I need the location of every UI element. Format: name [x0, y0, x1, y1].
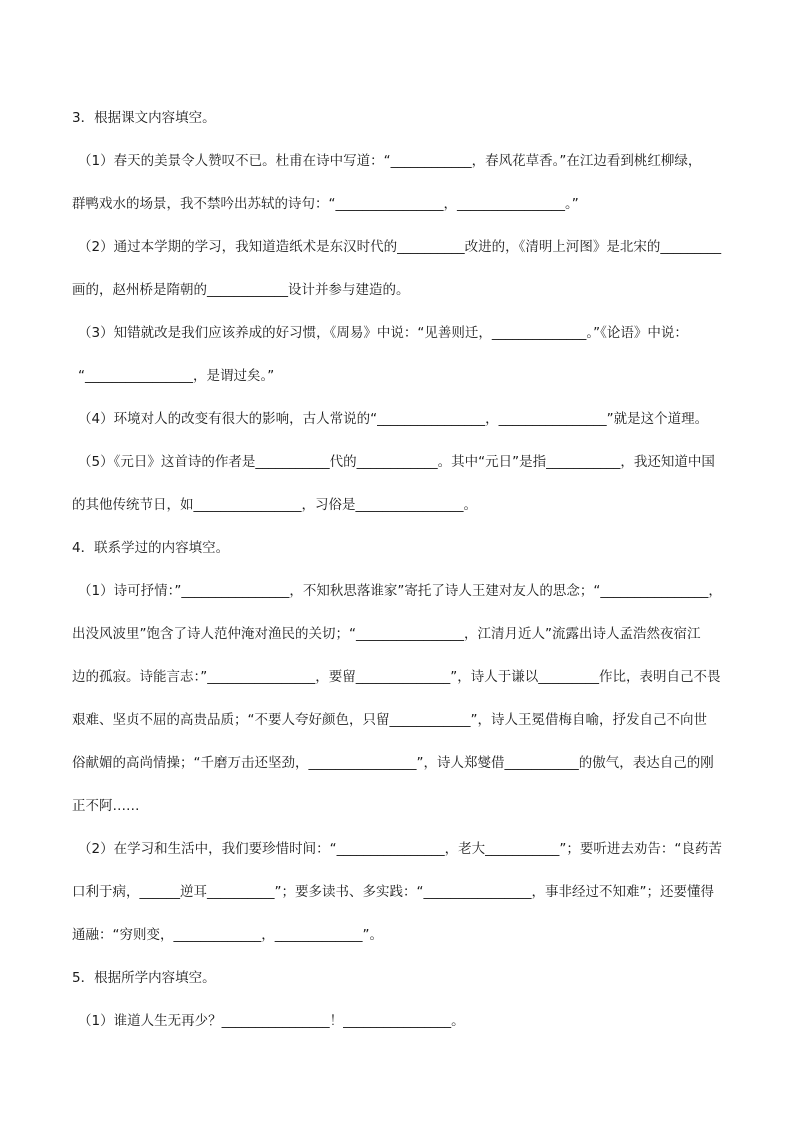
question-4-heading: 4．联系学过的内容填空。 [72, 540, 230, 556]
q4-item2-line3: 通融：“穷则变，_____________，_____________”。 [72, 927, 383, 943]
question-5-heading: 5．根据所学内容填空。 [72, 970, 216, 986]
q3-item5-line2: 的其他传统节日，如________________，习俗是________________。 [72, 497, 477, 513]
q4-item1-line2: 出没风波里”饱含了诗人范仲淹对渔民的关切；“________________，江清月近人”流露出诗人孟浩然夜宿江 [72, 626, 701, 642]
q4-item1-line6: 正不阿…… [72, 798, 140, 814]
q4-item2-line1: （2）在学习和生活中，我们要珍惜时间：“________________，老大___________”；要听进去劝告：“良药苦 [78, 841, 722, 857]
q4-item1-line1: （1）诗可抒情：”________________，不知秋思落谁家”寄托了诗人王建对友人的思念；“________________， [78, 583, 722, 599]
q3-item3-line1: （3）知错就改是我们应该养成的好习惯，《周易》中说：“见善则迁，______________。”《论语》中说： [78, 325, 688, 341]
q4-item1-line5: 俗献媚的高尚情操；“千磨万击还坚劲，________________”，诗人郑燮借___________的傲气，表达自己的刚 [72, 755, 714, 771]
q3-item1-line2: 群鸭戏水的场景，我不禁吟出苏轼的诗句：“________________，________________。” [72, 196, 579, 212]
question-3-heading: 3．根据课文内容填空。 [72, 110, 216, 126]
q3-item2-line2: 画的，赵州桥是隋朝的____________设计并参与建造的。 [72, 282, 410, 298]
q4-item1-line4: 艰难、坚贞不屈的高贵品质；“不要人夸好颜色，只留____________”，诗人王冕借梅自喻，抒发自己不向世 [72, 712, 707, 728]
q3-item2-line1: （2）通过本学期的学习，我知道造纸术是东汉时代的__________改进的，《清明上河图》是北宋的_________ [78, 239, 722, 255]
q3-item3-line2: “________________，是谓过矣。” [78, 368, 275, 384]
q3-item1-line1: （1）春天的美景令人赞叹不已。杜甫在诗中写道：“____________，春风花草香。”在江边看到桃红柳绿， [78, 153, 702, 169]
q4-item1-line3: 边的孤寂。诗能言志：”________________，要留______________”，诗人于谦以_________作比，表明自己不畏 [72, 669, 721, 685]
q3-item5-line1: （5）《元日》这首诗的作者是___________代的____________。其中“元日”是指___________，我还知道中国 [78, 454, 715, 470]
q3-item4-line1: （4）环境对人的改变有很大的影响，古人常说的“________________，________________”就是这个道理。 [78, 411, 709, 427]
q4-item2-line2: 口利于病，______逆耳__________”；要多读书、多实践：“________________，事非经过不知难”；还要懂得 [72, 884, 714, 900]
q5-item1-line1: （1）谁道人生无再少？________________！________________。 [78, 1013, 465, 1029]
